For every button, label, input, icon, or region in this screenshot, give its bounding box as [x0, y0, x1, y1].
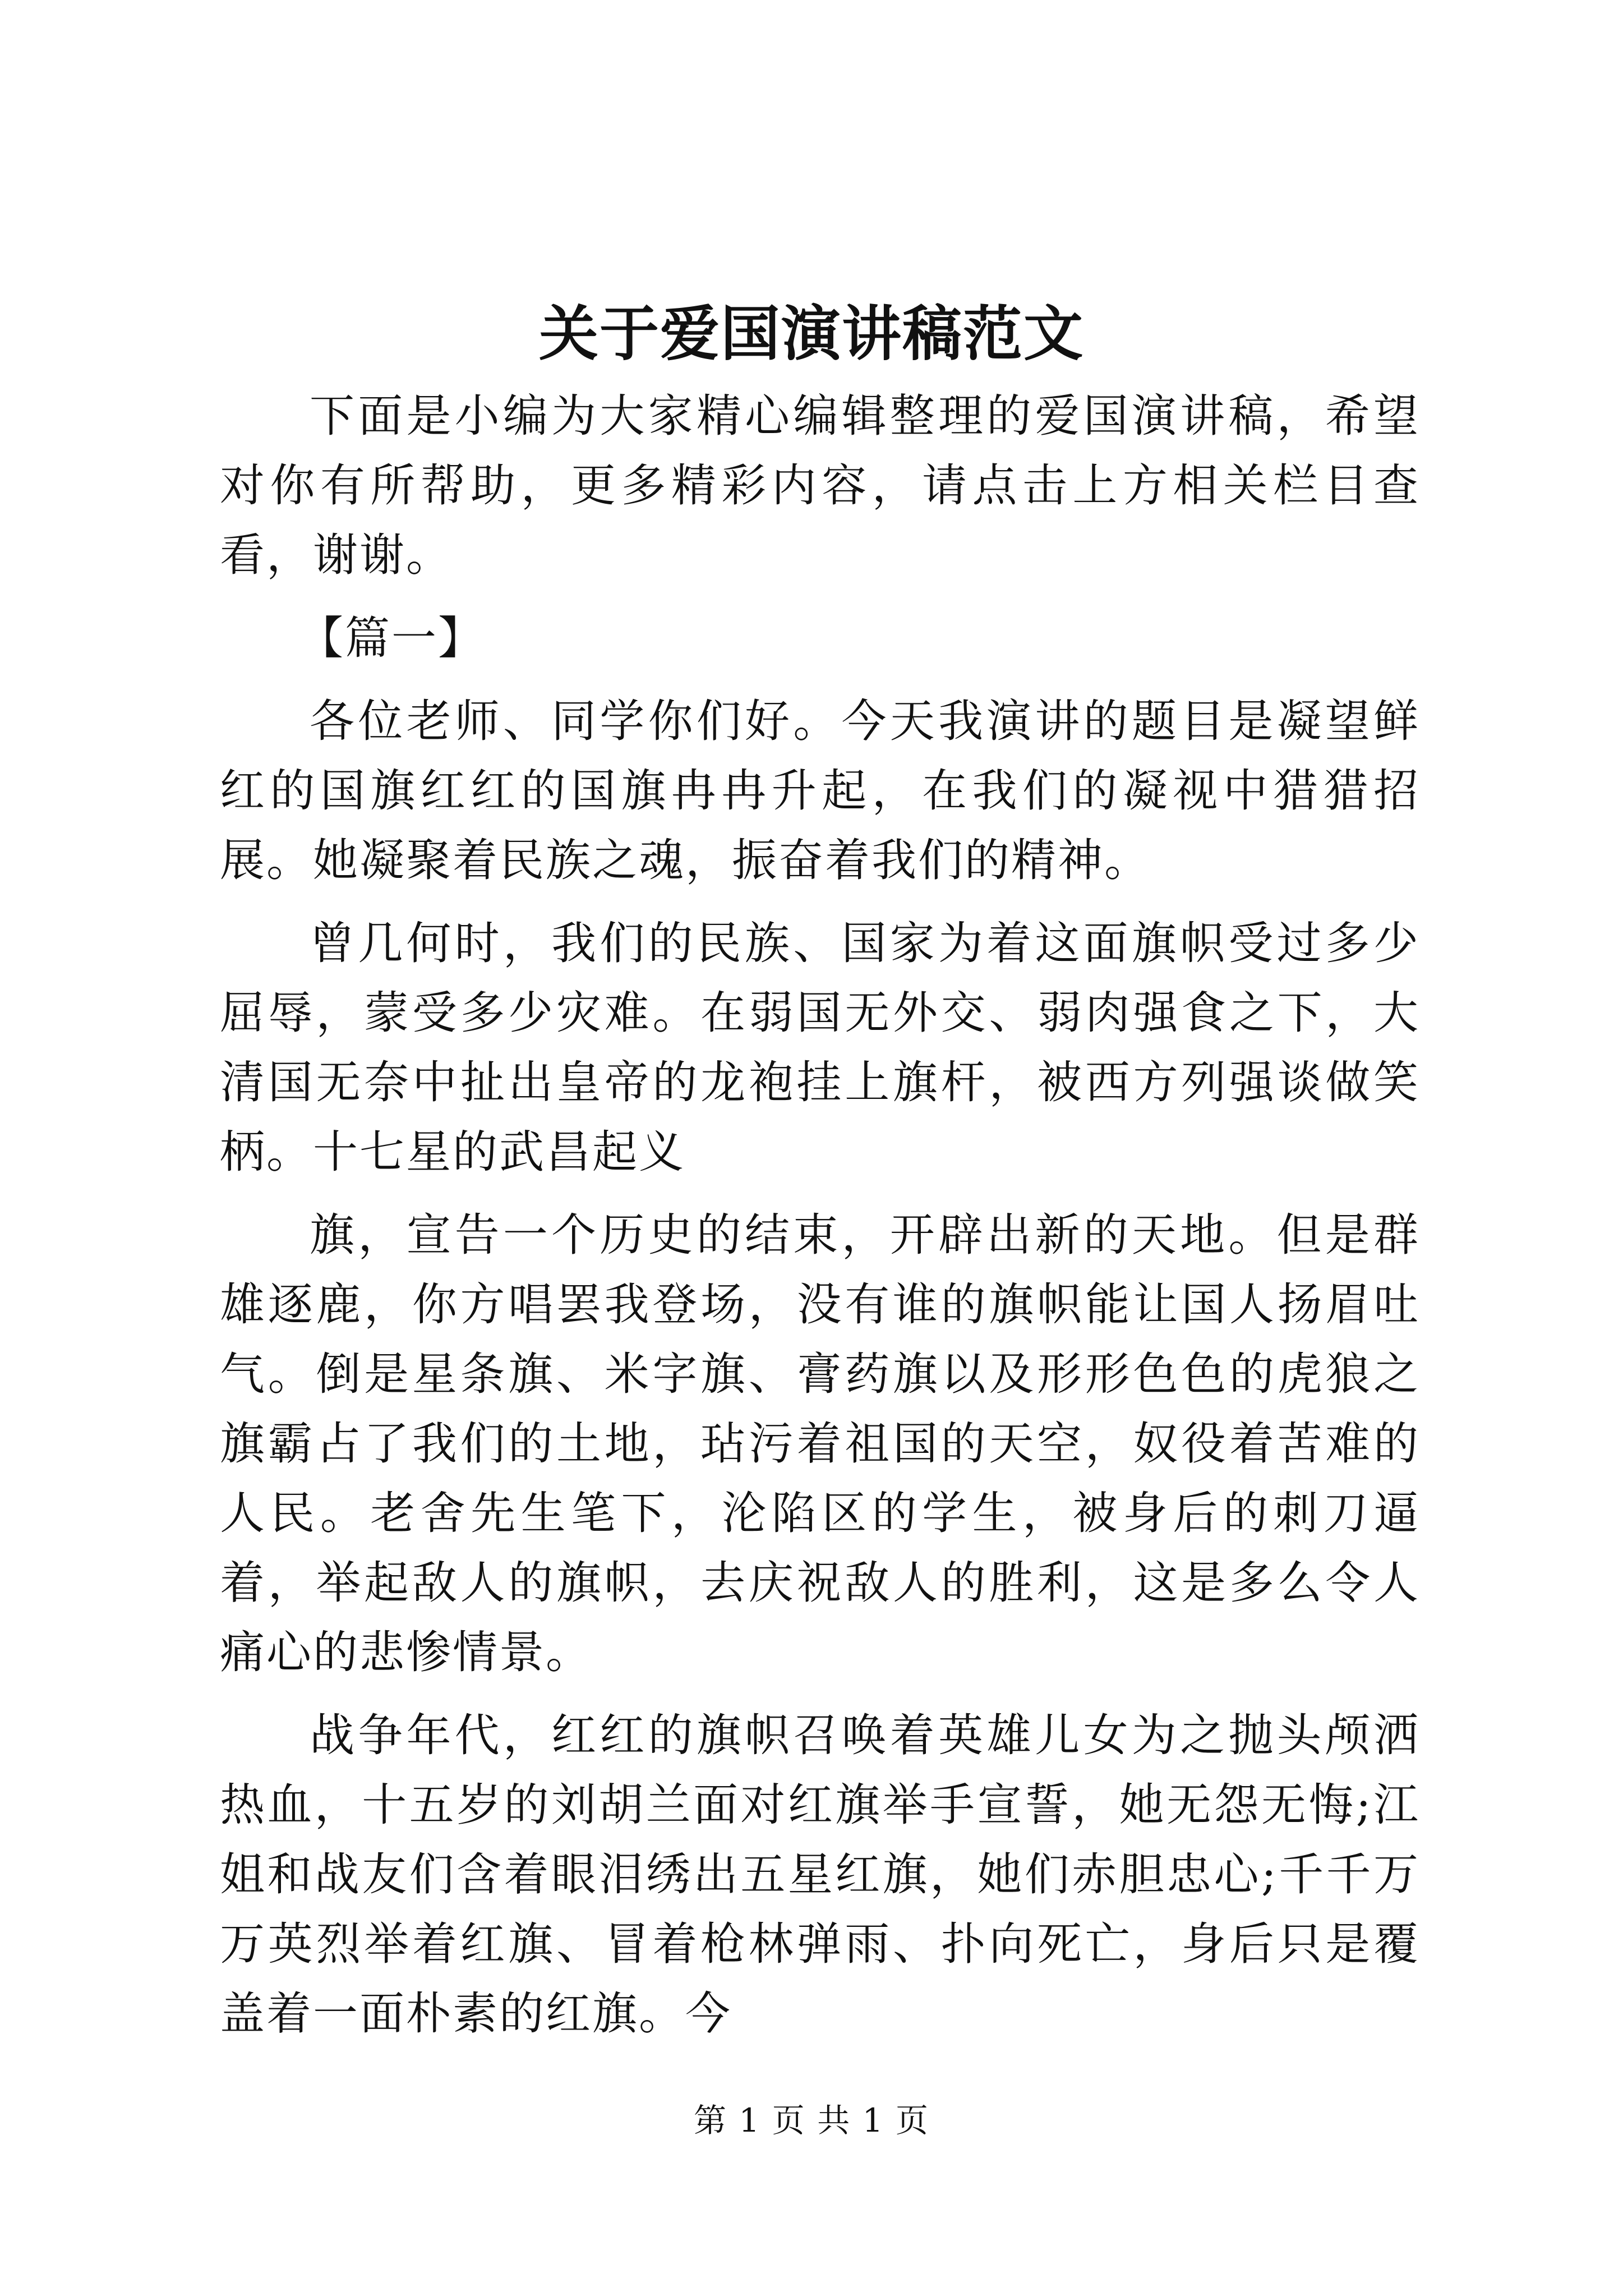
intro-paragraph: 下面是小编为大家精心编辑整理的爱国演讲稿，希望对你有所帮助，更多精彩内容，请点击上方相关栏目查看，谢谢。 — [220, 390, 1420, 581]
document-body — [220, 381, 1420, 2049]
body-paragraph: 曾几何时，我们的民族、国家为着这面旗帜受过多少屈辱，蒙受多少灾难。在弱国无外交、弱肉强食之下，大清国无奈中扯出皇帝的龙袍挂上旗杆，被西方列强谈做笑柄。十七星的武昌起义 — [220, 917, 1420, 1178]
document-title: 关于爱国演讲稿范文 — [539, 298, 1084, 369]
page-footer: 第 1 页 共 1 页 — [694, 2101, 929, 2139]
body-paragraph: 战争年代，红红的旗帜召唤着英雄儿女为之抛头颅洒热血，十五岁的刘胡兰面对红旗举手宣誓，她无怨无悔;江姐和战友们含着眼泪绣出五星红旗，她们赤胆忠心;千千万万英烈举着红旗、冒着枪林弹雨、扑向死亡，身后只是覆盖着一面朴素的红旗。今 — [220, 1709, 1420, 2040]
body-paragraph: 各位老师、同学你们好。今天我演讲的题目是凝望鲜红的国旗红红的国旗冉冉升起，在我们的凝视中猎猎招展。她凝聚着民族之魂，振奋着我们的精神。 — [220, 695, 1420, 886]
body-paragraph: 旗，宣告一个历史的结束，开辟出新的天地。但是群雄逐鹿，你方唱罢我登场，没有谁的旗帜能让国人扬眉吐气。倒是星条旗、米字旗、膏药旗以及形形色色的虎狼之旗霸占了我们的土地，玷污着祖国的天空，奴役着苦难的人民。老舍先生笔下，沦陷区的学生，被身后的刺刀逼着，举起敌人的旗帜，去庆祝敌人的胜利，这是多么令人痛心的悲惨情景。 — [220, 1209, 1420, 1678]
section-heading: 【篇一】 — [298, 612, 485, 664]
